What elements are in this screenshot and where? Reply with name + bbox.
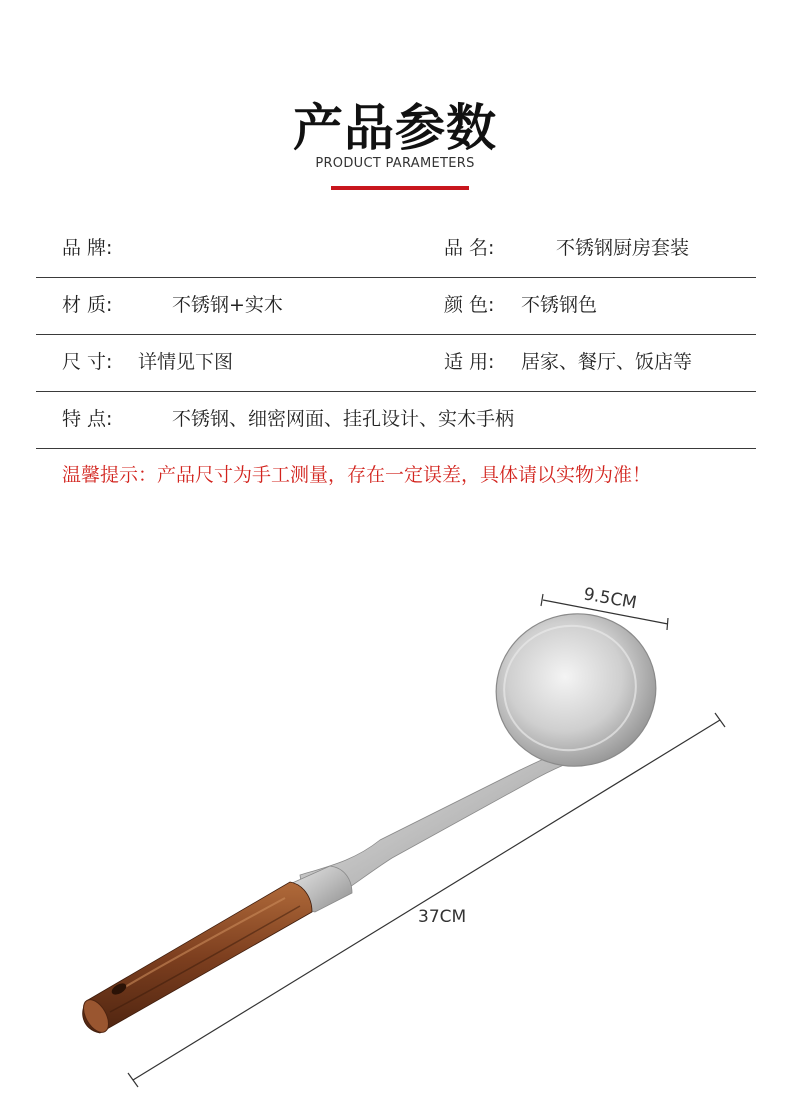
title-underline (331, 186, 469, 190)
product-name-label: 品 名: (444, 237, 495, 259)
usage-label: 适 用: (444, 351, 495, 373)
color-value: 不锈钢色 (521, 294, 598, 316)
param-row-features (36, 391, 756, 449)
length-label: 37CM (418, 907, 467, 927)
color-label: 颜 色: (444, 294, 495, 316)
param-row-size (36, 334, 756, 392)
wooden-handle (83, 882, 312, 1033)
size-label: 尺 寸: (62, 351, 113, 373)
bowl-width-label: 9.5CM (581, 584, 639, 614)
size-value: 详情见下图 (138, 351, 234, 373)
usage-value: 居家、餐厅、饭店等 (521, 351, 693, 373)
page-subtitle: PRODUCT PARAMETERS (315, 156, 475, 171)
features-label: 特 点: (62, 408, 113, 430)
param-row-brand (36, 220, 756, 278)
ladle-product-image (0, 540, 790, 1110)
param-row-material (36, 277, 756, 335)
material-value: 不锈钢+实木 (172, 294, 283, 316)
page-title: 产品参数 (293, 99, 497, 157)
features-value: 不锈钢、细密网面、挂孔设计、实木手柄 (172, 408, 515, 430)
warm-tip-note: 温馨提示：产品尺寸为手工测量，存在一定误差，具体请以实物为准！ (62, 464, 652, 486)
length-dimension (128, 713, 725, 1087)
material-label: 材 质: (62, 294, 113, 316)
product-name-value: 不锈钢厨房套装 (556, 237, 690, 259)
brand-label: 品 牌: (62, 237, 113, 259)
